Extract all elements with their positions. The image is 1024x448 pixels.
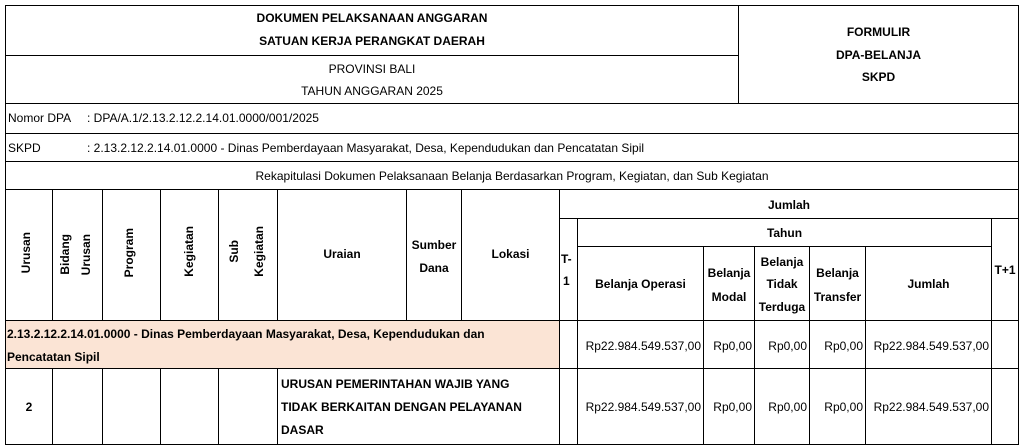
- row1-uraian-line2: Pencatatan Sipil: [7, 350, 100, 364]
- row2-cell-sub: [218, 368, 278, 445]
- col-sumber-label-2: Dana: [419, 261, 449, 275]
- row1-jumlah: Rp22.984.549.537,00: [873, 339, 989, 353]
- row2-belanja-operasi: Rp22.984.549.537,00: [585, 400, 701, 414]
- col-sub-label-1: Sub: [227, 240, 241, 263]
- col-kegiatan-label: Kegiatan: [182, 226, 196, 277]
- row1-belanja-operasi: Rp22.984.549.537,00: [585, 339, 701, 353]
- nomor-dpa-value: : DPA/A.1/2.13.2.12.2.14.01.0000/001/2025: [87, 111, 319, 125]
- row2-uraian-line1: URUSAN PEMERINTAHAN WAJIB YANG: [281, 377, 510, 391]
- col-bidang-label-1: Bidang: [58, 234, 72, 275]
- province-name: PROVINSI BALI: [328, 62, 416, 76]
- skpd-value: : 2.13.2.12.2.14.01.0000 - Dinas Pemberdayaan Masyarakat, Desa, Kependudukan dan Pencatatan Sipil: [87, 141, 645, 155]
- row1-t-plus-1: [991, 320, 1019, 369]
- col-modal-label-2: Modal: [711, 290, 747, 304]
- row2-belanja-transfer: Rp0,00: [824, 400, 863, 414]
- col-lokasi-label: Lokasi: [491, 247, 530, 261]
- form-line2: DPA-BELANJA: [835, 48, 922, 62]
- skpd-label: SKPD: [8, 141, 41, 155]
- row2-belanja-tidak-terduga: Rp0,00: [768, 400, 807, 414]
- col-transfer-label-2: Transfer: [813, 290, 862, 304]
- doc-title-line2: SATUAN KERJA PERANGKAT DAERAH: [259, 34, 485, 48]
- col-sumber-label-1: Sumber: [411, 238, 457, 252]
- col-bidang-label-2: Urusan: [79, 234, 93, 276]
- row1-t-minus-1: [559, 320, 578, 369]
- col-program-label: Program: [122, 228, 136, 278]
- row2-jumlah: Rp22.984.549.537,00: [873, 400, 989, 414]
- col-sumber-dana: [406, 189, 462, 321]
- rekap-title: Rekapitulasi Dokumen Pelaksanaan Belanja Berdasarkan Program, Kegiatan, dan Sub Kegiatan: [255, 169, 769, 183]
- col-tt-label-3: Terduga: [758, 300, 806, 314]
- col-jumlah-label: Jumlah: [907, 277, 950, 291]
- col-belanja-operasi-label: Belanja Operasi: [595, 277, 686, 291]
- form-line1: FORMULIR: [846, 25, 911, 39]
- col-urusan-label: Urusan: [19, 232, 33, 274]
- row2-urusan-code: 2: [25, 400, 33, 414]
- col-sub-label-2: Kegiatan: [252, 226, 266, 277]
- col-t-minus-label-1: T-: [561, 252, 572, 266]
- col-jumlah-group-label: Jumlah: [767, 198, 810, 212]
- col-belanja-modal: [703, 246, 755, 321]
- col-tahun-label: Tahun: [766, 226, 803, 240]
- col-t-minus-label-2: 1: [563, 274, 570, 288]
- row2-t-minus-1: [559, 368, 578, 445]
- doc-title-line1: DOKUMEN PELAKSANAAN ANGGARAN: [256, 11, 488, 25]
- col-modal-label-1: Belanja: [707, 266, 751, 280]
- nomor-dpa-label: Nomor DPA: [8, 111, 72, 125]
- row1-belanja-transfer: Rp0,00: [824, 339, 863, 353]
- col-t-plus-label: T+1: [994, 263, 1016, 277]
- col-tt-label-1: Belanja: [760, 255, 804, 269]
- col-tt-label-2: Tidak: [766, 277, 798, 291]
- col-uraian-label: Uraian: [323, 247, 361, 261]
- row2-uraian-line2: TIDAK BERKAITAN DENGAN PELAYANAN: [281, 400, 522, 414]
- row2-uraian-line3: DASAR: [281, 423, 324, 437]
- row2-cell-bidang: [52, 368, 103, 445]
- form-line3: SKPD: [861, 70, 896, 84]
- row2-belanja-modal: Rp0,00: [713, 400, 752, 414]
- col-t-minus-1: [559, 218, 578, 321]
- row1-uraian-line1: 2.13.2.12.2.14.01.0000 - Dinas Pemberdayaan Masyarakat, Desa, Kependudukan dan: [7, 327, 485, 341]
- fiscal-year: TAHUN ANGGARAN 2025: [301, 84, 443, 98]
- row2-cell-kegiatan: [160, 368, 219, 445]
- row1-belanja-tidak-terduga: Rp0,00: [768, 339, 807, 353]
- row2-t-plus-1: [991, 368, 1019, 445]
- col-transfer-label-1: Belanja: [816, 266, 859, 280]
- col-belanja-transfer: [809, 246, 866, 321]
- row2-cell-program: [102, 368, 161, 445]
- row1-belanja-modal: Rp0,00: [713, 339, 752, 353]
